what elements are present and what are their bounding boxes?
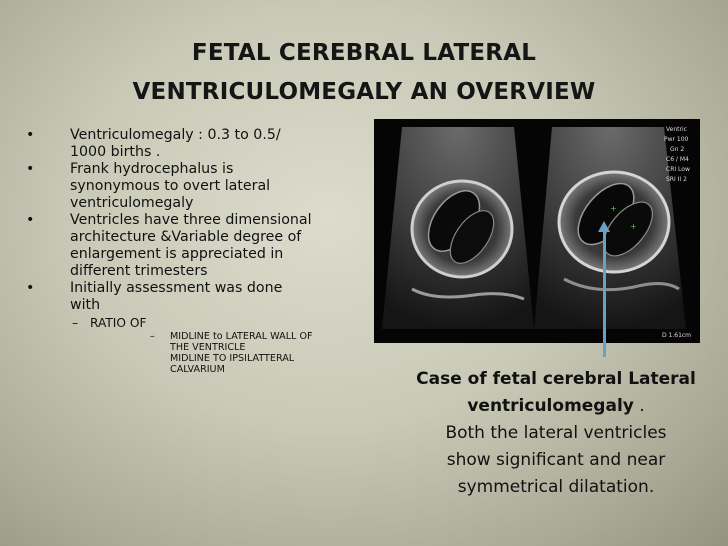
bullet-text: Initially assessment was done with: [70, 280, 283, 313]
arrow-line: [603, 230, 606, 357]
overlay-text: Pwr 100: [664, 136, 689, 143]
caption-line-2: ventriculomegaly .: [467, 396, 645, 416]
image-caption: [388, 366, 724, 501]
svg-text:+: +: [610, 204, 617, 213]
bullet-marker: •: [26, 280, 35, 296]
sub-sub-bullet-marker: –: [150, 331, 155, 342]
sub-bullet-text: RATIO OF: [90, 316, 147, 330]
overlay-text: SRI II 2: [666, 176, 687, 183]
caption-line-3: Both the lateral ventricles: [445, 423, 667, 443]
overlay-text: C6 / M4: [666, 156, 689, 163]
svg-text:+: +: [630, 222, 637, 231]
caption-line-4: show significant and near: [446, 450, 666, 470]
sub-sub-bullet-text: MIDLINE to LATERAL WALL OF THE VENTRICLE MIDLINE TO IPSILATTERAL CALVARIUM: [170, 331, 313, 375]
title-line-1: FETAL CEREBRAL LATERAL: [191, 40, 537, 66]
overlay-text: Gn 2: [670, 146, 685, 153]
title-line-2: VENTRICULOMEGALY AN OVERVIEW: [132, 79, 596, 105]
bullet-text: Frank hydrocephalus is synonymous to overt lateral ventriculomegaly: [70, 161, 271, 211]
caption-line-5: symmetrical dilatation.: [457, 477, 655, 497]
overlay-text: CRI Low: [666, 166, 690, 173]
sub-sub-bullet-item: [150, 331, 366, 375]
bullet-text: Ventriculomegaly : 0.3 to 0.5/ 1000 births .: [70, 127, 281, 160]
bullet-marker: •: [26, 161, 35, 177]
ultrasound-image: [374, 119, 700, 343]
caption-line-1: Case of fetal cerebral Lateral: [416, 369, 696, 389]
overlay-text: D 1.61cm: [662, 332, 692, 339]
bullet-text: Ventricles have three dimensional architecture &Variable degree of enlargement is appreciated in different trimesters: [70, 212, 312, 279]
bullet-list: [26, 127, 366, 375]
bullet-item: [26, 212, 366, 280]
ultrasound-scan-graphic: [374, 119, 700, 343]
overlay-text: Ventric: [666, 126, 687, 133]
slide-title: [0, 34, 728, 112]
bullet-item: [26, 280, 366, 314]
sub-bullet-marker: –: [72, 316, 79, 330]
bullet-item: [26, 127, 366, 161]
bullet-item: [26, 161, 366, 212]
sub-bullet-item: [72, 316, 366, 331]
bullet-marker: •: [26, 127, 35, 143]
bullet-marker: •: [26, 212, 35, 228]
